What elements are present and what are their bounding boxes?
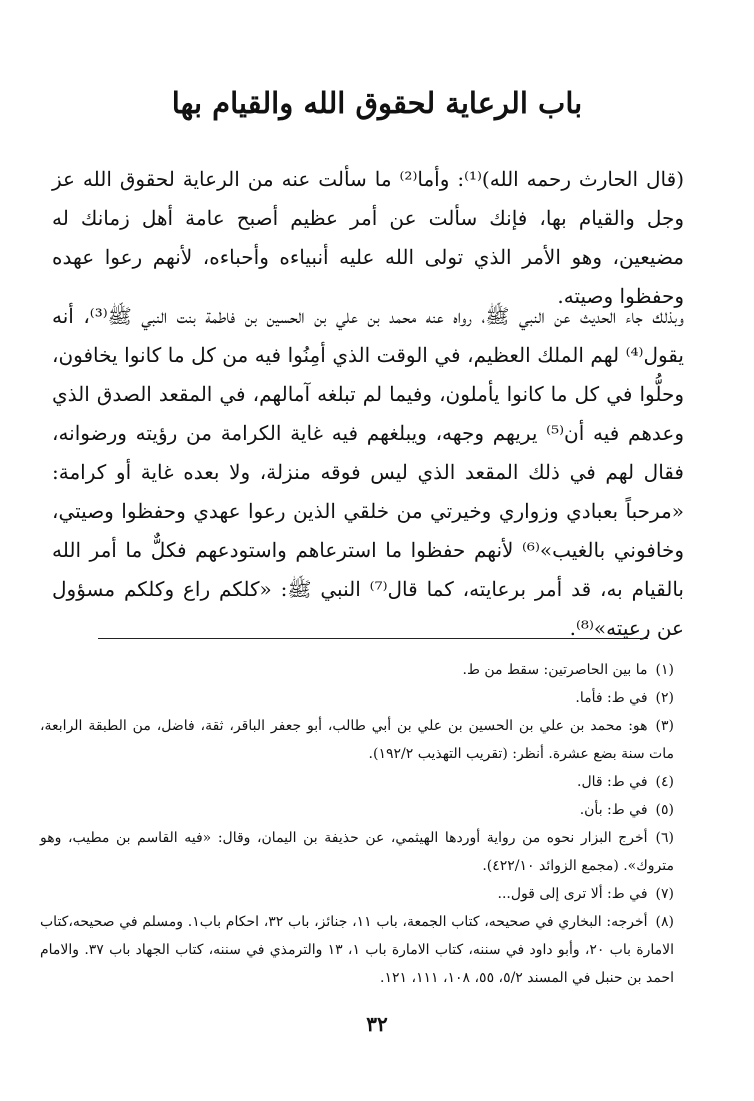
footnote-item xyxy=(40,908,674,992)
footnote-text: أخرجه: البخاري في صحيحه، كتاب الجمعة، باب ١١، جنائز، باب ٣٢، احكام باب١. ومسلم في صحيحه،كتاب الامارة باب ٢٠، وأبو داود في سننه، كتاب الامارة باب ١، ١٣ والترمذي في سننه، كتاب الجهاد باب ٣٧. والامام احمد بن حنبل في المسند ٥/٢، ٥٥، ١٠٨، ١١١، ١٢١. xyxy=(40,914,675,986)
chapter-title: باب الرعاية لحقوق الله والقيام بها xyxy=(171,86,583,120)
footnote-text: في ط: قال. xyxy=(577,774,648,790)
footnote-item xyxy=(40,712,674,768)
footnote-item xyxy=(40,880,674,908)
footnotes-list xyxy=(40,656,674,992)
footnote-text: في ط: بأن. xyxy=(579,802,648,818)
footnote-number: (٣) xyxy=(655,718,674,734)
footnote-text: ما بين الحاصرتين: سقط من ط. xyxy=(462,662,648,678)
footnote-number: (١) xyxy=(655,662,674,678)
footnote-number: (٢) xyxy=(655,690,674,706)
paragraph-1: (قال الحارث رحمه الله)⁽¹⁾: وأما⁽²⁾ ما سألت عنه من الرعاية لحقوق الله عز وجل والقيام بها، فإنك سألت عن أمر عظيم أصبح عامة أهل زمانك له مضيعين، وهو الأمر الذي تولى الله عليه أنبياءه وأحباءه، لأنهم رعوا عهده وحفظوا وصيته. xyxy=(52,167,684,308)
paragraph-2: وبذلك جاء الحديث عن النبي ﷺ، رواه عنه محمد بن علي بن الحسين بن فاطمة بنت النبي ﷺ⁽³⁾، أنه يقول⁽⁴⁾ لهم الملك العظيم، في الوقت الذي أمِنُوا فيه من كل ما كانوا يخافون، وحلُّوا في كل ما كانوا يأملون، وفيما لم تبلغه آمالهم، في المقعد الصدق الذي وعدهم فيه أن⁽⁵⁾ يريهم وجهه، ويبلغهم فيه غاية الكرامة من رؤيته ورضوانه، فقال لهم في ذلك المقعد الذي ليس فوقه منزلة، ولا بعده غاية أو كرامة: «مرحباً بعبادي وزواري وخيرتي من خلقي الذين رعوا عهدي وحفظوا وصيتي، وخافوني بالغيب»⁽⁶⁾ لأنهم حفظوا ما استرعاهم واستودعهم فكلٌّ ما أمر الله بالقيام به، قد أمر برعايته، كما قال⁽⁷⁾ النبي ﷺ: «كلكم راع وكلكم مسؤول عن رعيته»⁽⁸⁾. xyxy=(52,304,684,640)
footnote-item xyxy=(40,768,674,796)
footnote-divider xyxy=(98,638,648,639)
footnote-number: (٥) xyxy=(655,802,674,818)
footnote-item xyxy=(40,824,674,880)
footnote-item xyxy=(40,656,674,684)
footnote-text: في ط: فأما. xyxy=(575,690,648,706)
footnote-item xyxy=(40,796,674,824)
footnote-text: أخرج البزار نحوه من رواية أوردها الهيثمي، عن حذيفة بن اليمان، وقال: «فيه القاسم بن مطيب، وهو متروك». (مجمع الزوائد ٤٢٢/١٠). xyxy=(40,830,674,874)
footnote-number: (٤) xyxy=(655,774,674,790)
page-number: ٣٢ xyxy=(366,1012,388,1036)
footnote-number: (٦) xyxy=(655,830,674,846)
footnote-text: في ط: ألا ترى إلى قول... xyxy=(497,886,648,902)
footnote-item xyxy=(40,684,674,712)
footnote-text: هو: محمد بن علي بن الحسين بن علي بن أبي طالب، أبو جعفر الباقر، ثقة، فاضل، من الطبقة الرابعة، مات سنة بضع عشرة. أنظر: (تقريب التهذيب ١٩٢/٢). xyxy=(40,718,674,762)
footnote-number: (٧) xyxy=(655,886,674,902)
footnote-number: (٨) xyxy=(655,914,674,930)
